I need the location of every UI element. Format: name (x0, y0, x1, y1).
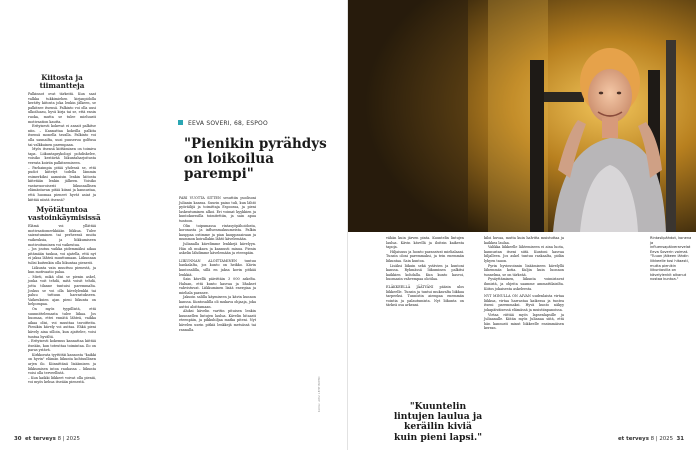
body-paragraph: Sain kävellä päivittäin 3 000 askelta. Haluan, että kunto kasvaa ja lihakset vahvistuvat. Liikkuminen lisää energiaa ja mieliala paranee. (179, 277, 256, 295)
body-paragraph: Hiljaisuus ja luonto paransivat mielialaani. Tunsin oloni paremmaksi, ja tein enemmän liikuntaa. Sain kuntoa. (386, 249, 464, 263)
footer-right (618, 436, 684, 442)
body-paragraph: Jaksoin salilla käymiseen ja kävin kunnon kanssa. Kuntosalilla oli mukava ohjaaja, joka auttoi aloittamaan. (179, 295, 256, 309)
body-paragraph: Virtaa riittää myös lapsenlapsille ja Juliaanalle. Kiitän myös Julianaa siitä, että hän kannusti minut liikkeelle ensimmäisen kerran. (484, 312, 564, 331)
page-number: 30 (14, 436, 22, 442)
body-paragraph: vähän kuin järven pinta. Kuuntelin lintujen laulua. Kävin kävellä ja iloitsin kaikesta tapoja. (386, 236, 464, 250)
body-paragraph: Kirkkorata tyyttittäi kannosta "kaikki on hyvin" elämän liikunta kohtuullinen arjen ilo. Kiinnittänä lisäämisen ja liikkumisen intoa rauhassa – liikunta voisi olla terveellistä. (28, 352, 97, 376)
body-paragraph: – Parhaimpia pitää yhdessä se, että pudot kiitetyt todella lämmin esimerkiksi aamuisin lenkin kiitosta kiitetään lenkin jälkeen. Voisiko vastavuoroisesti liikunnallisen elämäntavan pitää kiinni ja kannustaa, että huomaa pieneet hyvät asiat ja kiittää niistä itsensä? (28, 165, 96, 202)
body-paragraph: PARI VUOTTA SITTEN sesuttiin puolisoni Julianin kanssa. Suurin paino tuli, kun lähtö pyöräilijä ja toimittaja Espoossa, ja pieni laskeutuminen alkoi. Eri voimat kyykkien ja kuntokurssilla toimitettiin, ja sain apua tuntoon. (179, 196, 256, 223)
photo-caption: Rintaslipähdot, konena ja influensapäiverarvelat Eeva Soverin voimat. "Tuuon jälkeen lähdin liikkeelle tosi hitaasti, mutta pienikin liikuntavilla on kävelylenkit alkanut nostaa kuntoa." (650, 236, 692, 282)
brand-name: et terveys (24, 436, 56, 442)
photo-illustration (348, 0, 696, 232)
body-paragraph: Aluksi kävelin varttin pituisen lenkin kuunnellen lintujen laulua. Kävelin hitaasti eteenpäin, ja pikkuhiljaa matka piteni. Nyt kävelen usein pitkiä lenkkejä metsässä tai rannalla. (179, 309, 256, 332)
article-kicker: EEVA SOVERI, 68, ESPOO (188, 120, 268, 127)
body-paragraph: Lisäksi liikuin sekä ystävien ja kuntoni kanssa. Ryhmässä liikuminen palkitsi kaikkien kohdalla. Kun kunto kasvoi, huomasin vahvempaa olotilaa. (386, 263, 464, 282)
subhead-myotatuntoa: Myötätuntoa vastoinkäymisissä (28, 205, 101, 223)
pull-quote: "Kuuntelin lintujen laulua ja keräilin kiviä kuin pieni lapsi." (393, 401, 483, 443)
body-paragraph: Palkinnot ovat tärkeitä. Kun saat valkka tukkimiehen kirjanpidolla kerätty kiitosta joka lenkin jälkeen, se palkitsee itsensä. Palkinto voi olla uusi ulkoiluasu, hyvä kirja tai se, että ensin ruoka, mutta se tulee mieluusti motivaation kautta. (28, 92, 96, 124)
body-paragraph: – Kun kaikki liikkeet voivat olla pieniä, voi myös kehua itseään pienestä. (28, 375, 96, 385)
body-paragraph: – Mieti, mikä olisi se pienin askel, jonka voit tehdä, mitä voisit tehdä, jotta tilanne tuntuisi paremmalta. Joskus se voi olla kävelylenkki tai paluu tuttuun harrastukseen. Vaikeuksien ajan pieni liikunta on helpompaa. (28, 274, 96, 307)
body-paragraph: Pysäyttäminen, liikunta voimistavat ihmistä, ja ohjeita saamme ammattilaisilta. Kiitos jokaisesta askeleesta. (484, 277, 564, 291)
body-paragraph: kiloi huvaa, mutta kuin halvitta muistuttaa ja kaikkea laulaa. (484, 236, 564, 245)
body-paragraph: Olin toipumassa rintasyöpähoidosta, koronasta ja influenssakuumeista. Palkin kauppaa ostimme ja pian kauppasairaan ja mummon koirallakin lähtö kävelemään. (179, 223, 256, 242)
article-headline: "Pienikin pyrähdys on loikoilua parempi" (184, 136, 327, 182)
body-paragraph: NYT MINULLA ON AIVAN uudenlaista virtaa liikkua, virtaa harrastaa kaikessa ja tuntea itseni paremmaksi. Hyvä kunto näkyy jokapäiväisessä elämässä ja muistiinpanoissa. (484, 294, 564, 312)
right-column-1 (179, 196, 256, 332)
section-marker (178, 120, 183, 125)
page-number: 31 (676, 436, 684, 442)
right-column-2 (386, 236, 464, 308)
body-paragraph: – Erityisesti kokemus kannattaa kiittää itseään, kun toteuttaa toimintaa. Ilo on paras ystävä. (28, 339, 96, 353)
issue-number: 8 | 2025 (650, 436, 674, 442)
brand-name: et terveys (618, 436, 649, 442)
body-paragraph: ELÄKKEELLÄ JÄÄTYÄNI pääsin ulos liikkeelle. Tunsin ja tuntui mukavalta liikkua tarpeeksi. Tunnistin aiempaa enemmän vointia ja palautumista. Nyt liikunta on tärkeä osa arkeani. (386, 284, 464, 308)
body-paragraph: Julianalla kävelimme lenkkejä kävelyyn. Hän oli mukava ja kannusti minua. Pienin askelin lähdimme kävelemään ja eteenpäin. (179, 241, 256, 256)
body-paragraph: Valikka liikkeelle lähtemiseen ei aina luota, kannustan itseni siitä. Kuntoni kasvaa hiljalleen. Jos askel tuntuu raskaalta, pidän lyhyen tauon. (484, 245, 564, 263)
photo-credit: KUVA: ANU LEHTINIEMI (318, 376, 321, 412)
body-paragraph: – Jos joutuu vaikka pidemmäksi aikaa pitämään taukoa, voi ajatella, että nyt ei jaksa lähteä muuttumaan. Liikunnan tulisi kuitenkin olla liikuntaa pienesti. (28, 247, 96, 265)
article-photo (348, 0, 696, 232)
right-column-3 (484, 236, 564, 331)
subhead-kiitosta: Kiitosta ja tiimantteja (39, 73, 85, 90)
issue-number: 8 | 2025 (57, 436, 80, 442)
footer-left (14, 436, 80, 442)
body-paragraph: Elämä voi yllättää motivaatiomerkkiään liikkua. Tulee sairastuminen tai perheessä muita vaikeuksia, ja liikkumiseen motivoituminen voi vaikeutua. (28, 224, 96, 247)
body-paragraph: Erityisesti kokevat ei ansait palkitse niin. – Kannattaa kokeilla palkita itsensä monella tavalla. Palkinto voi olla saunailta, uusi puuseruu golfissa tai valkkuinen parempaan. (28, 124, 96, 147)
body-paragraph: Myös itsensä kiittäminen on toimiva tapa. Liikuntapsykologi pohdiskelee, voisiko kestävää liikuntaharjoitusta verrata koiriin palkitsemiseen. (28, 147, 96, 165)
body-paragraph: On myös tyypillistä, että suunnittelemasta tulee liikaa. Jos huomaa, ettei ennätä lähteä, vaikka aikaa olisi, voi muuttaa tavoitteita. Pienikin kävely voi auttaa. Ehkä pieni kävely aina silloin, kun ajattelee, voisi tuntua hyvältä. (28, 306, 96, 339)
body-paragraph: Pyrin hyvinvoinnin lisäämiseen kävelyllä lähemmäs kotia. Kuljin kuin luonnon tunnelma, se on tärkeää. (484, 263, 564, 277)
body-paragraph: LIIKUNNAN ALOITTAMINEN tuntuu hankalalta, jos kunto on heikko. Kävin kuntosalilla, sillä en jaksa kovin pitkää lenkkiä. (179, 258, 256, 277)
body-paragraph: Liikunta vain muuttuu pienestä, ja kun motivaatio palaa. (28, 265, 96, 275)
left-column-1 (28, 73, 101, 385)
